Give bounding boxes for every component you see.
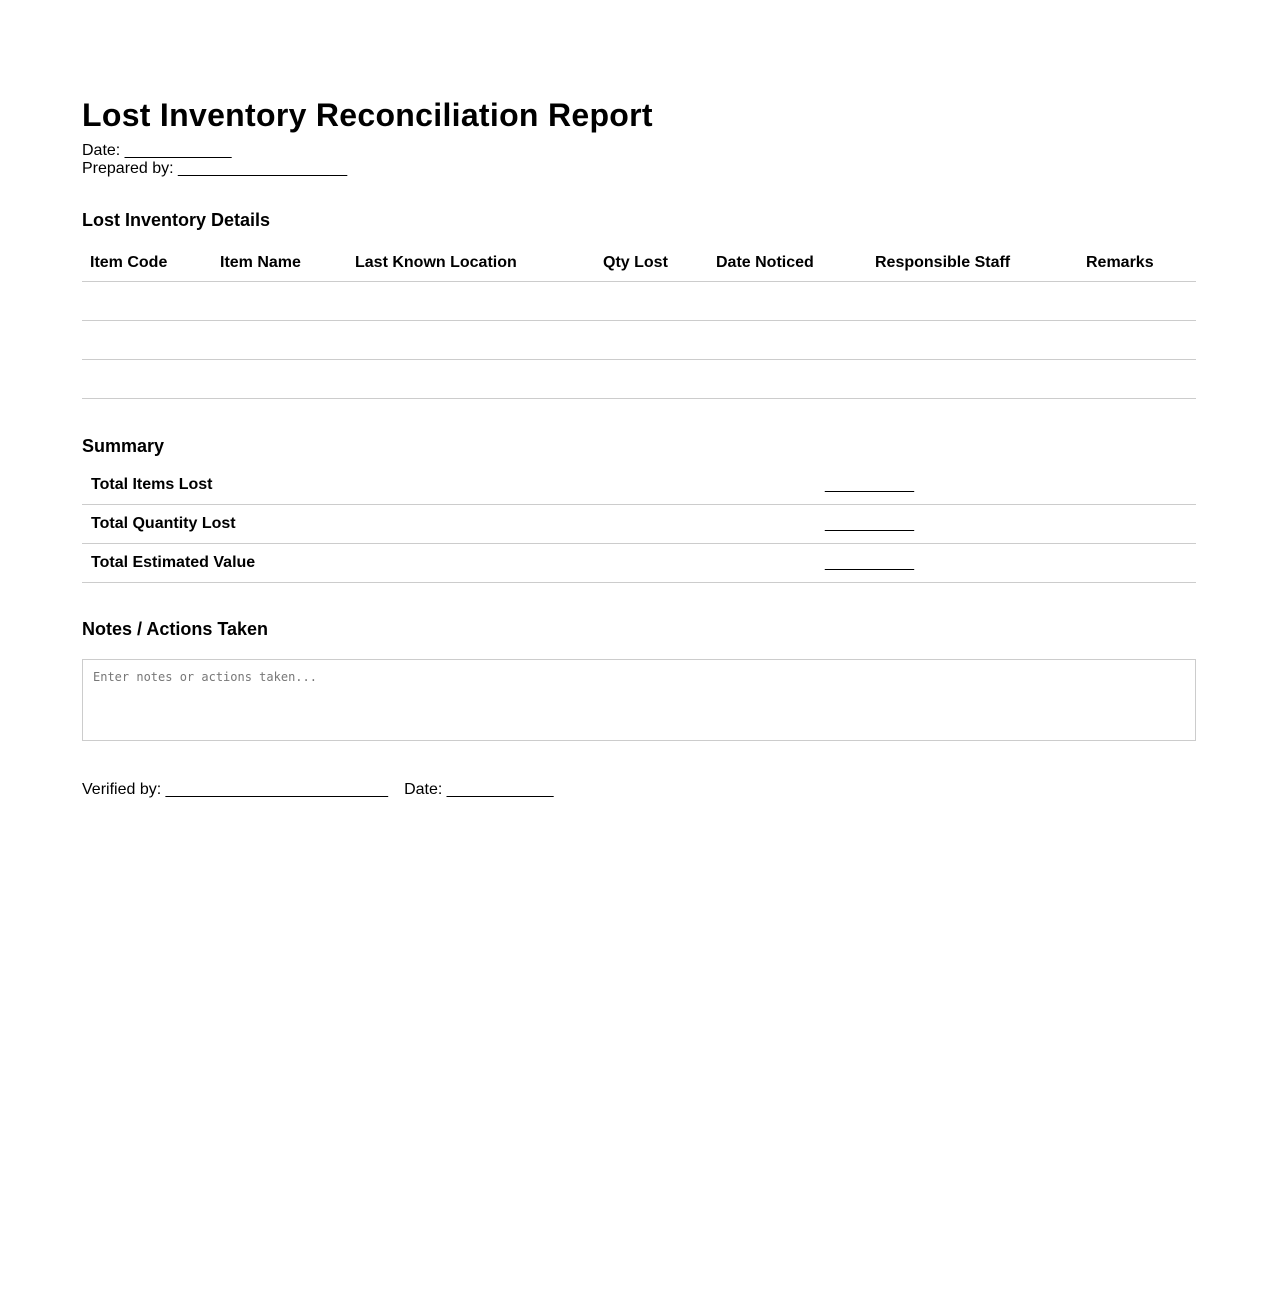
cell-remarks[interactable] <box>1078 282 1196 321</box>
cell-item-code[interactable] <box>82 282 212 321</box>
table-row <box>82 282 1196 321</box>
date-field[interactable]: Date: ____________ <box>82 142 232 159</box>
cell-qty-lost[interactable] <box>595 360 708 399</box>
verified-by-field[interactable]: Verified by: _________________________ <box>82 781 389 798</box>
cell-remarks[interactable] <box>1078 321 1196 360</box>
column-header-last-known-location: Last Known Location <box>347 245 595 282</box>
cell-responsible-staff[interactable] <box>867 282 1078 321</box>
cell-remarks[interactable] <box>1078 360 1196 399</box>
column-header-qty-lost: Qty Lost <box>595 245 708 282</box>
signature-footer <box>82 781 1196 799</box>
summary-table <box>82 466 1196 583</box>
cell-date-noticed[interactable] <box>708 360 867 399</box>
report-page <box>82 95 1196 799</box>
cell-item-code[interactable] <box>82 321 212 360</box>
cell-responsible-staff[interactable] <box>867 360 1078 399</box>
cell-last-known-location[interactable] <box>347 321 595 360</box>
summary-row-total-estimated-value <box>82 544 1196 583</box>
cell-item-name[interactable] <box>212 321 347 360</box>
cell-qty-lost[interactable] <box>595 321 708 360</box>
column-header-item-code: Item Code <box>82 245 212 282</box>
report-meta <box>82 142 1196 178</box>
cell-item-code[interactable] <box>82 360 212 399</box>
cell-last-known-location[interactable] <box>347 360 595 399</box>
summary-label: Total Items Lost <box>82 466 816 505</box>
column-header-date-noticed: Date Noticed <box>708 245 867 282</box>
cell-date-noticed[interactable] <box>708 321 867 360</box>
summary-value-field[interactable]: __________ <box>816 544 1196 583</box>
prepared-by-field[interactable]: Prepared by: ___________________ <box>82 160 348 177</box>
column-header-item-name: Item Name <box>212 245 347 282</box>
section-heading-summary: Summary <box>82 436 165 456</box>
column-header-remarks: Remarks <box>1078 245 1196 282</box>
cell-qty-lost[interactable] <box>595 282 708 321</box>
column-header-responsible-staff: Responsible Staff <box>867 245 1078 282</box>
summary-value-field[interactable]: __________ <box>816 466 1196 505</box>
summary-label: Total Quantity Lost <box>82 505 816 544</box>
summary-label: Total Estimated Value <box>82 544 816 583</box>
table-row <box>82 360 1196 399</box>
table-row <box>82 321 1196 360</box>
summary-row-total-items-lost <box>82 466 1196 505</box>
cell-responsible-staff[interactable] <box>867 321 1078 360</box>
table-header-row <box>82 245 1196 282</box>
cell-date-noticed[interactable] <box>708 282 867 321</box>
page-title: Lost Inventory Reconciliation Report <box>82 97 653 133</box>
summary-row-total-quantity-lost <box>82 505 1196 544</box>
cell-item-name[interactable] <box>212 282 347 321</box>
cell-item-name[interactable] <box>212 360 347 399</box>
notes-textarea[interactable] <box>82 659 1196 741</box>
cell-last-known-location[interactable] <box>347 282 595 321</box>
summary-value-field[interactable]: __________ <box>816 505 1196 544</box>
lost-inventory-table <box>82 245 1196 399</box>
section-heading-details: Lost Inventory Details <box>82 210 271 230</box>
verified-date-field[interactable]: Date: ____________ <box>404 781 554 798</box>
section-heading-notes: Notes / Actions Taken <box>82 619 269 639</box>
